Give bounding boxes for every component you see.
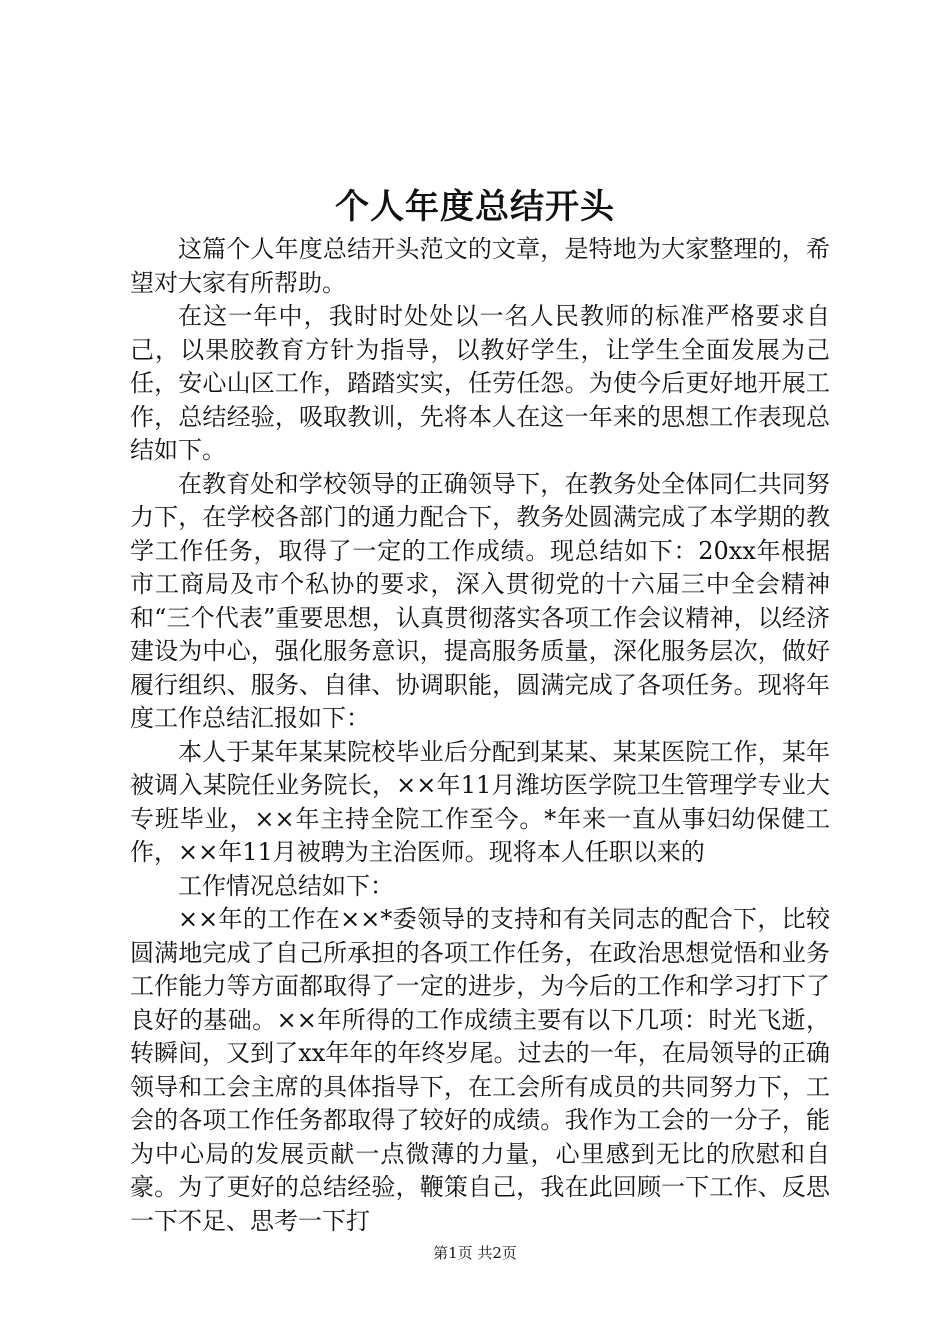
paragraph-hospital: 本人于某年某某院校毕业后分配到某某、某某医院工作，某年被调入某院任业务院长，××年11月潍坊医学院卫生管理学专业大专班毕业，××年主持全院工作至今。*年来一直从事妇幼保健工作，××年11月被聘为主治医师。现将本人任职以来的	[130, 737, 830, 866]
paragraph-education-office: 在教育处和学校领导的正确领导下，在教务处全体同仁共同努力下，在学校各部门的通力配合下，教务处圆满完成了本学期的教学工作任务，取得了一定的工作成绩。现总结如下：20xx年根据市工商局及市个私协的要求，深入贯彻党的十六届三中全会精神和“三个代表”重要思想，认真贯彻落实各项工作会议精神，以经济建设为中心，强化服务意识，提高服务质量，深化服务层次，做好履行组织、服务、自律、协调职能，圆满完成了各项任务。现将年度工作总结汇报如下：	[130, 469, 830, 732]
document-body	[130, 233, 830, 1235]
page-footer: 第1页 共2页	[433, 1244, 517, 1262]
paragraph-union: ××年的工作在××*委领导的支持和有关同志的配合下，比较圆满地完成了自己所承担的各项工作任务，在政治思想觉悟和业务工作能力等方面都取得了一定的进步，为今后的工作和学习打下了良好的基础。××年所得的工作成绩主要有以下几项：时光飞逝，转瞬间，又到了xx年年的年终岁尾。过去的一年，在局领导的正确领导和工会主席的具体指导下，在工会所有成员的共同努力下，工会的各项工作任务都取得了较好的成绩。我作为工会的一分子，能为中心局的发展贡献一点微薄的力量，心里感到无比的欣慰和自豪。为了更好的总结经验，鞭策自己，我在此回顾一下工作、反思一下不足、思考一下打	[130, 905, 830, 1235]
paragraph-work-summary-heading: 工作情况总结如下：	[178, 871, 394, 900]
paragraph-intro: 这篇个人年度总结开头范文的文章，是特地为大家整理的，希望对大家有所帮助。	[130, 235, 830, 297]
paragraph-teacher: 在这一年中，我时时处处以一名人民教师的标准严格要求自己，以果胶教育方针为指导，以教好学生，让学生全面发展为己任，安心山区工作，踏踏实实，任劳任怨。为使今后更好地开展工作，总结经验，吸取教训，先将本人在这一年来的思想工作表现总结如下。	[130, 302, 830, 464]
document-title: 个人年度总结开头	[335, 187, 615, 227]
